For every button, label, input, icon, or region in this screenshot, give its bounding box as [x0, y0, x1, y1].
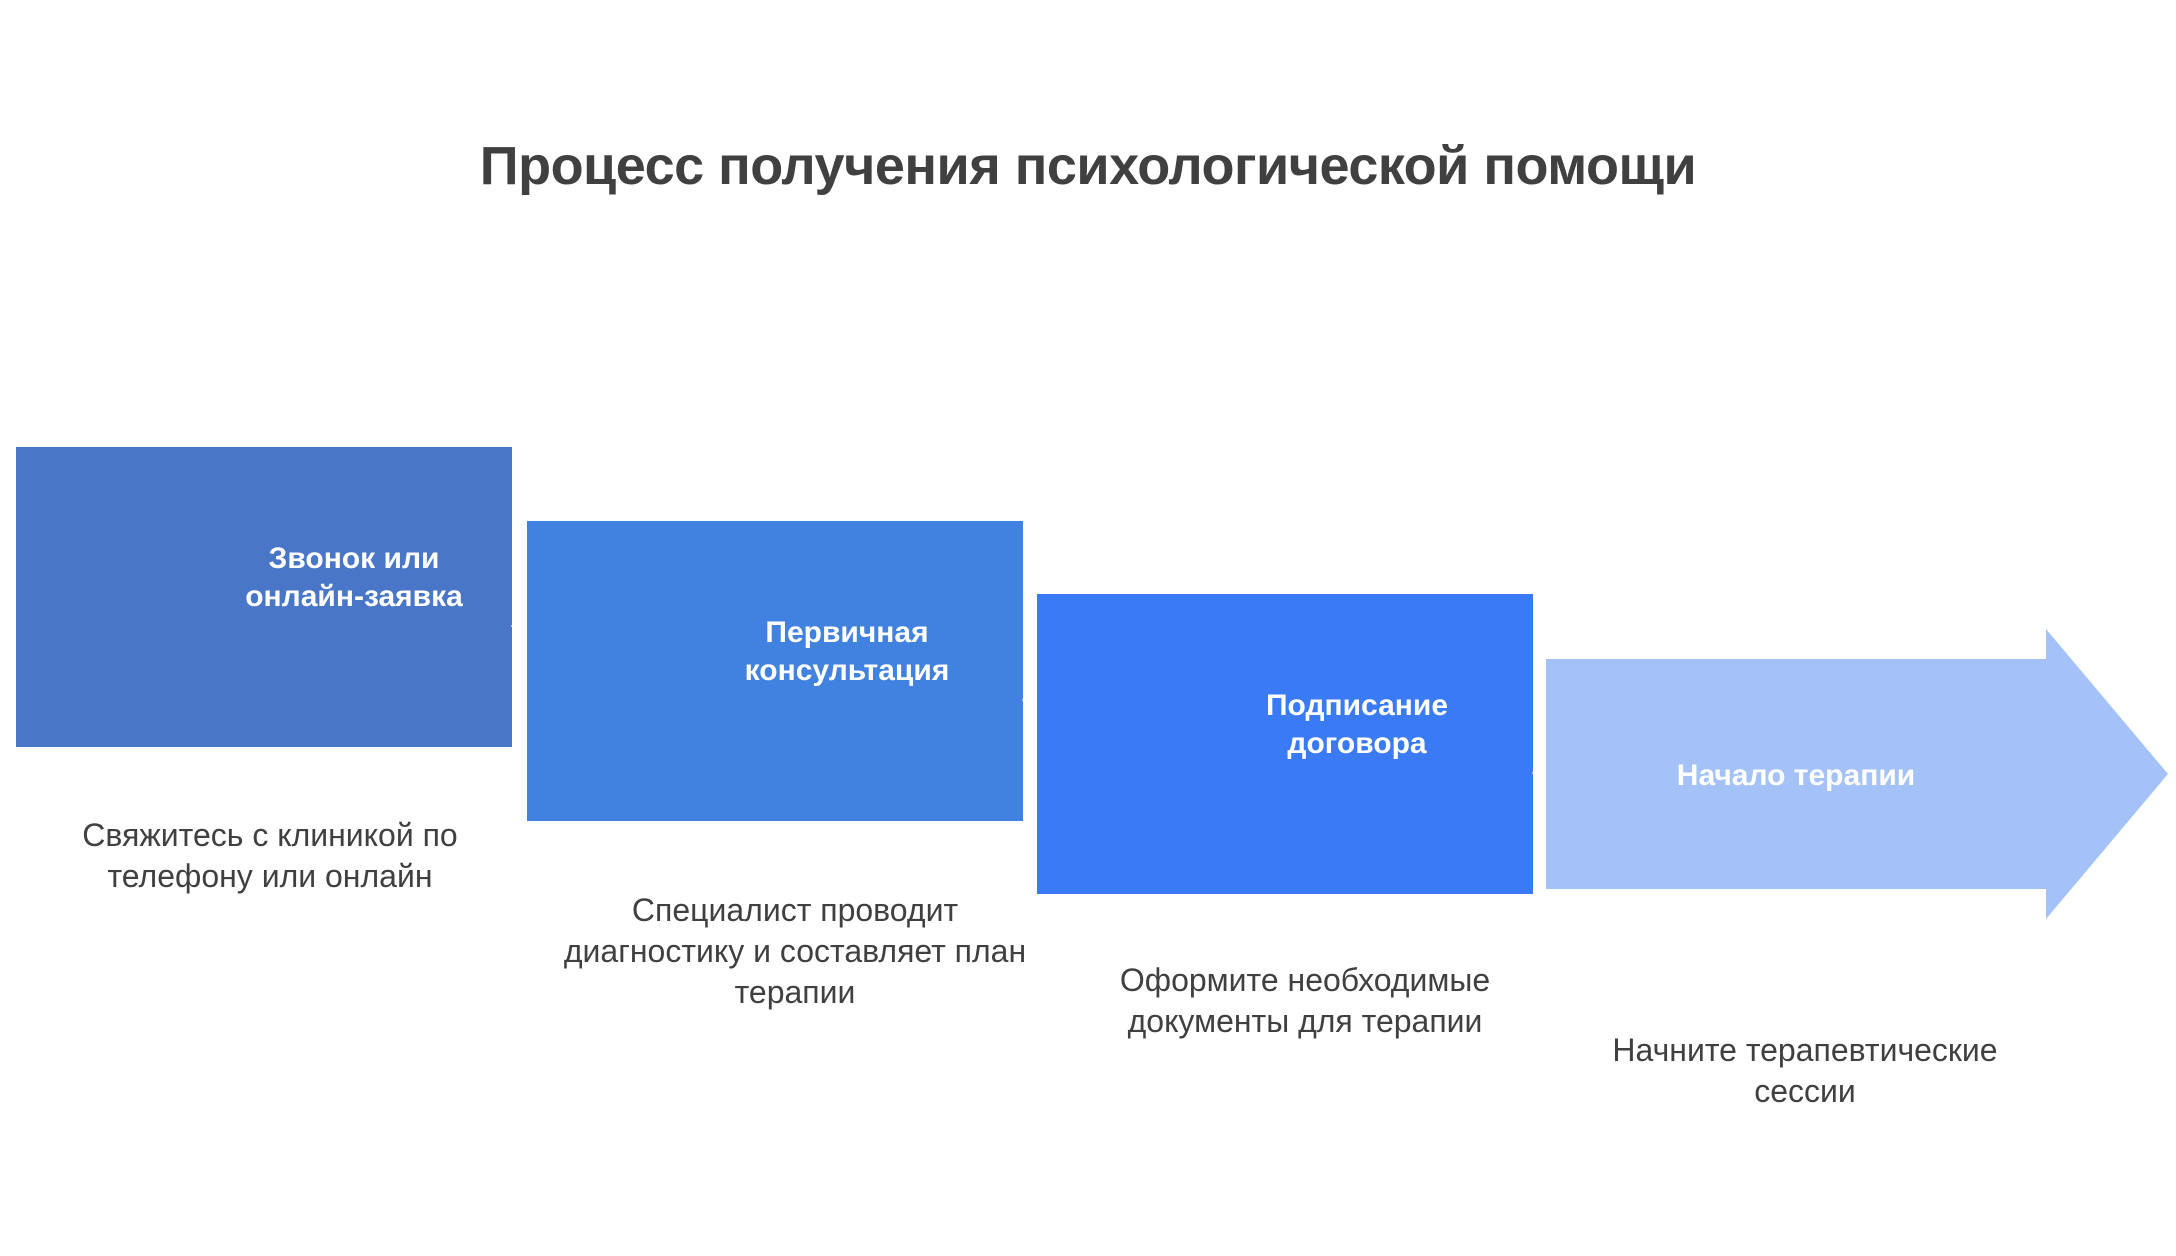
step-2-label-line2: консультация: [744, 654, 950, 688]
step-3-label-line1: Подписание: [1265, 689, 1449, 722]
step-2-description: Специалист проводит диагностику и составляет план терапии: [563, 892, 1027, 1010]
step-3-description: Оформите необходимые документы для терапии: [1119, 962, 1491, 1039]
process-step-4[interactable]: [1546, 629, 2168, 969]
step-1-label-line2: онлайн-заявка: [245, 580, 463, 614]
step-2-label-line1: Первичная: [765, 616, 929, 649]
step-4-arrow-shape: [1546, 629, 2168, 969]
step-1-label-line1: Звонок или: [268, 542, 440, 575]
step-3-label-line2: договора: [1287, 727, 1427, 761]
step-1-description: Свяжитесь с клиникой по телефону или онлайн: [82, 817, 458, 894]
step-4-label-line1: Начало терапии: [1676, 759, 1916, 792]
step-4-description: Начните терапевтические сессии: [1612, 1032, 1998, 1109]
page-title: Процесс получения психологической помощи: [479, 136, 1697, 196]
